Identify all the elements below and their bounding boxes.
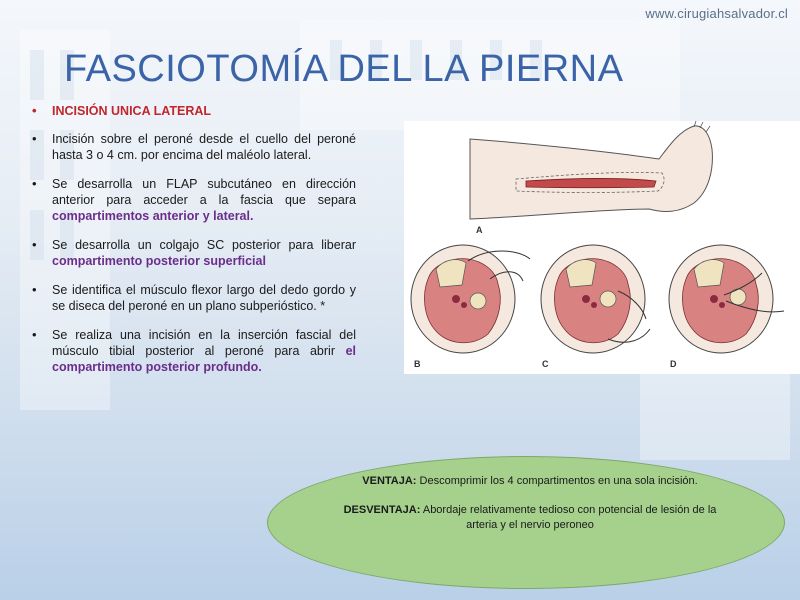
desventaja-text: Abordaje relativamente tedioso con potencial de lesión de la arteria y el nervio peroneo	[420, 504, 717, 531]
bullet-colgajo-highlight: compartimento posterior superficial	[52, 254, 266, 268]
bullet-colgajo-text: Se desarrolla un colgajo SC posterior para liberar	[52, 238, 356, 252]
illustration-svg	[404, 121, 800, 374]
ventaja-label: VENTAJA:	[362, 475, 417, 487]
cross-section-d	[669, 245, 784, 369]
desventaja-line	[330, 503, 730, 533]
figure-label-d: D	[670, 359, 677, 369]
slide-title: FASCIOTOMÍA DEL LA PIERNA	[64, 48, 624, 90]
cross-section-c	[541, 245, 650, 369]
bullet-list	[30, 103, 356, 388]
bullet-tibial-text: Se realiza una incisión en la inserción fascial del músculo tibial posterior al peroné para abrir	[52, 328, 356, 358]
site-url: www.cirugiahsalvador.cl	[645, 6, 788, 21]
figure-label-b: B	[414, 359, 421, 369]
fasciotomy-illustration	[404, 121, 800, 374]
bullet-incision: • Incisión sobre el peroné desde el cuello del peroné hasta 3 o 4 cm. por encima del maléolo lateral.	[30, 131, 356, 163]
figure-label-a: A	[476, 225, 483, 235]
callout-text	[330, 474, 730, 547]
bullet-heading: • INCISIÓN UNICA LATERAL	[30, 103, 356, 119]
bullet-flap-highlight: compartimentos anterior y lateral.	[52, 209, 254, 223]
figure-label-c: C	[542, 359, 549, 369]
cross-section-b	[411, 245, 530, 369]
ventaja-text: Descomprimir los 4 compartimentos en una sola incisión.	[416, 475, 698, 487]
desventaja-label: DESVENTAJA:	[343, 504, 421, 516]
leg-lateral-view	[470, 121, 712, 235]
bullet-flap	[30, 176, 356, 224]
bullet-tibial-highlight: el compartimento posterior profundo.	[52, 344, 356, 374]
ventaja-line	[330, 474, 730, 489]
bullet-tibial	[30, 327, 356, 375]
bullet-colgajo	[30, 237, 356, 269]
bullet-flexor: • Se identifica el músculo flexor largo del dedo gordo y se diseca del peroné en un plano subperióstico. *	[30, 282, 356, 314]
bullet-flap-text: Se desarrolla un FLAP subcutáneo en dirección anterior para acceder a la fascia que separa	[52, 177, 356, 207]
